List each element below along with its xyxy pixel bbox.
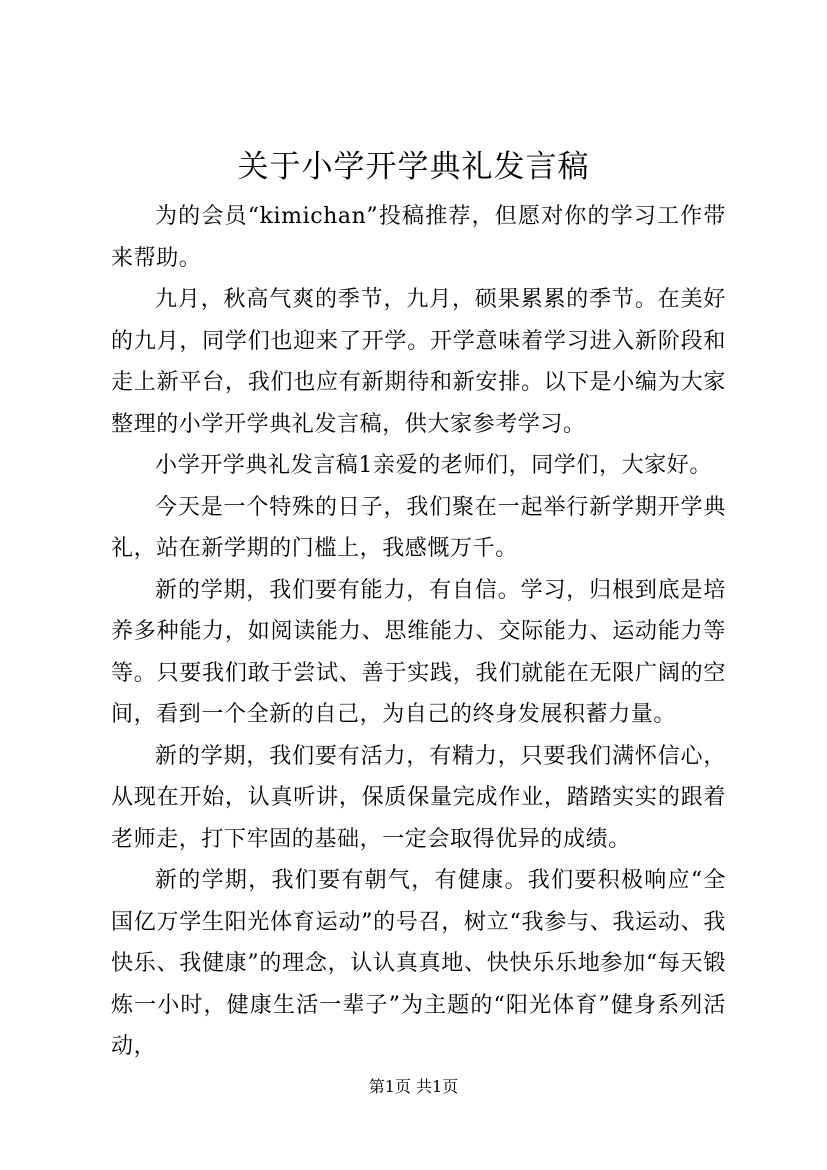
- paragraph-health: 新的学期，我们要有朝气，有健康。我们要积极响应“全国亿万学生阳光体育运动”的号召，树立“我参与、我运动、我快乐、我健康”的理念，认认真真地、快快乐乐地参加“每天锻炼一小时，健康生活一辈子”为主题的“阳光体育”健身系列活动，: [111, 868, 726, 1059]
- document-title: 关于小学开学典礼发言稿: [237, 149, 590, 185]
- document-body: [111, 196, 726, 1068]
- paragraph-vitality: 新的学期，我们要有活力，有精力，只要我们满怀信心，从现在开始，认真听讲，保质保量完成作业，踏踏实实的跟着老师走，打下牢固的基础，一定会取得优异的成绩。: [111, 743, 726, 852]
- page-number-footer: 第1页 共1页: [368, 1077, 459, 1096]
- paragraph-intro: 为的会员“kimichan”投稿推荐，但愿对你的学习工作带来帮助。: [111, 204, 726, 271]
- paragraph-september: 九月，秋高气爽的季节，九月，硕果累累的季节。在美好的九月，同学们也迎来了开学。开学意味着学习进入新阶段和走上新平台，我们也应有新期待和新安排。以下是小编为大家整理的小学开学典礼发言稿，供大家参考学习。: [111, 287, 726, 437]
- paragraph-ability: 新的学期，我们要有能力，有自信。学习，归根到底是培养多种能力，如阅读能力、思维能力、交际能力、运动能力等等。只要我们敢于尝试、善于实践，我们就能在无限广阔的空间，看到一个全新的自己，为自己的终身发展积蓄力量。: [111, 577, 726, 727]
- paragraph-special-day: 今天是一个特殊的日子，我们聚在一起举行新学期开学典礼，站在新学期的门槛上，我感慨万千。: [111, 494, 726, 561]
- paragraph-greeting: 小学开学典礼发言稿1亲爱的老师们，同学们，大家好。: [155, 453, 712, 478]
